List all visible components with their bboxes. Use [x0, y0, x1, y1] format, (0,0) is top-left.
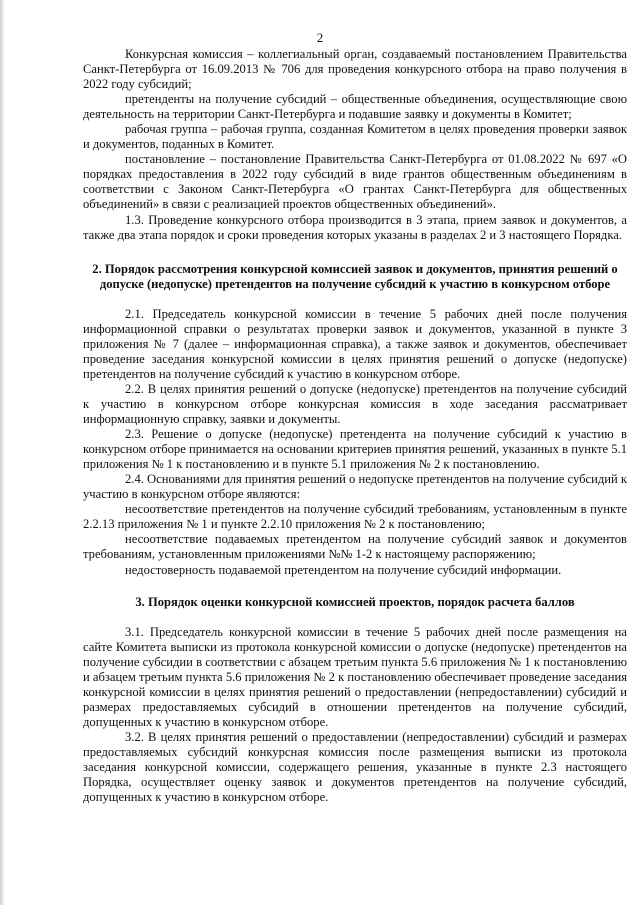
definition-working-group: рабочая группа – рабочая группа, созданная Комитетом в целях проведения проверки заявок и документов, поданных в Комитет.	[83, 122, 627, 152]
paragraph-1-3: 1.3. Проведение конкурсного отбора производится в 3 этапа, прием заявок и документов, а также два этапа порядок и сроки проведения которых указаны в разделах 2 и 3 настоящего Порядка.	[83, 212, 627, 242]
paragraph-2-4-reason-2: несоответствие подаваемых претендентом на получение субсидий заявок и документов требованиям, установленным приложениями №№ 1-2 к настоящему распоряжению;	[83, 532, 627, 562]
section-2-heading: 2. Порядок рассмотрения конкурсной комиссией заявок и документов, принятия решений о допуске (недопуске) претендентов на получение субсидий к участию в конкурсном отборе	[92, 261, 618, 291]
paragraph-3-2: 3.2. В целях принятия решений о предоставлении (непредоставлении) субсидий и размерах предоставляемых субсидий конкурсная комиссия после размещения выписки из протокола заседания конкурсной комиссии, содержащего решения, указанные в пункте 2.3 настоящего Порядка, осуществляет оценку заявок и документов претендентов на получение субсидий, допущенных к участию в конкурсном отборе.	[83, 729, 627, 805]
definition-applicants: претенденты на получение субсидий – общественные объединения, осуществляющие свою деятельность на территории Санкт-Петербурга и подавшие заявку и документы в Комитет;	[83, 92, 627, 122]
page-number: 2	[316, 30, 324, 45]
paragraph-2-2: 2.2. В целях принятия решений о допуске (недопуске) претендентов на получение субсидий к участию в конкурсном отборе конкурсная комиссия в ходе заседания рассматривает информационную справку, заявки и документы.	[83, 381, 627, 427]
paragraph-2-1: 2.1. Председатель конкурсной комиссии в течение 5 рабочих дней после получения информационной справки о результатах проверки заявок и документов, указанной в пункте 3 приложения № 7 (далее – информационная справка), а также заявок и документов, обеспечивает проведение заседания конкурсной комиссии в целях принятия решений о допуске (недопуске) претендентов на получение субсидий к участию в конкурсном отборе.	[83, 306, 627, 381]
definition-commission: Конкурсная комиссия – коллегиальный орган, создаваемый постановлением Правительства Санкт-Петербурга от 16.09.2013 № 706 для проведения конкурсного отбора на право получения в 2022 году субсидий;	[83, 47, 627, 92]
paragraph-2-4-reason-3: недостоверность подаваемой претендентом на получение субсидий информации.	[125, 562, 562, 577]
document-body	[83, 45, 627, 805]
section-3-heading: 3. Порядок оценки конкурсной комиссией проектов, порядок расчета баллов	[135, 594, 575, 609]
paragraph-2-4-reason-1: несоответствие претендентов на получение субсидий требованиям, установленным в пункте 2.2.13 приложения № 1 и пункте 2.2.10 приложения № 2 к постановлению;	[83, 502, 627, 532]
definition-resolution: постановление – постановление Правительства Санкт-Петербурга от 01.08.2022 № 697 «О порядках предоставления в 2022 году субсидий в виде грантов общественным объединениям в соответствии с Законом Санкт-Петербурга «О грантах Санкт-Петербурга для общественных объединений» в связи с реализацией проектов общественных объединений».	[83, 152, 627, 212]
paragraph-3-1: 3.1. Председатель конкурсной комиссии в течение 5 рабочих дней после размещения на сайте Комитета выписки из протокола конкурсной комиссии о допуске (недопуске) претендентов на получение субсидии в соответствии с абзацем третьим пункта 5.6 приложения № 1 к постановлению и абзацем третьим пункта 5.6 приложения № 2 к постановлению обеспечивает проведение заседания конкурсной комиссии в целях принятия решений о предоставлении (непредоставлении) субсидий и размерах предоставляемых субсидий в отношении претендентов на получение субсидий, допущенных к участию в конкурсном отборе.	[83, 624, 627, 729]
scan-edge	[0, 0, 4, 905]
paragraph-2-4: 2.4. Основаниями для принятия решений о недопуске претендентов на получение субсидий к участию в конкурсном отборе являются:	[83, 472, 627, 502]
paragraph-2-3: 2.3. Решение о допуске (недопуске) претендента на получение субсидий к участию в конкурсном отборе принимается на основании критериев принятия решений, указанных в пункте 5.1 приложения № 1 к постановлению и в пункте 5.1 приложения № 2 к постановлению.	[83, 427, 627, 472]
